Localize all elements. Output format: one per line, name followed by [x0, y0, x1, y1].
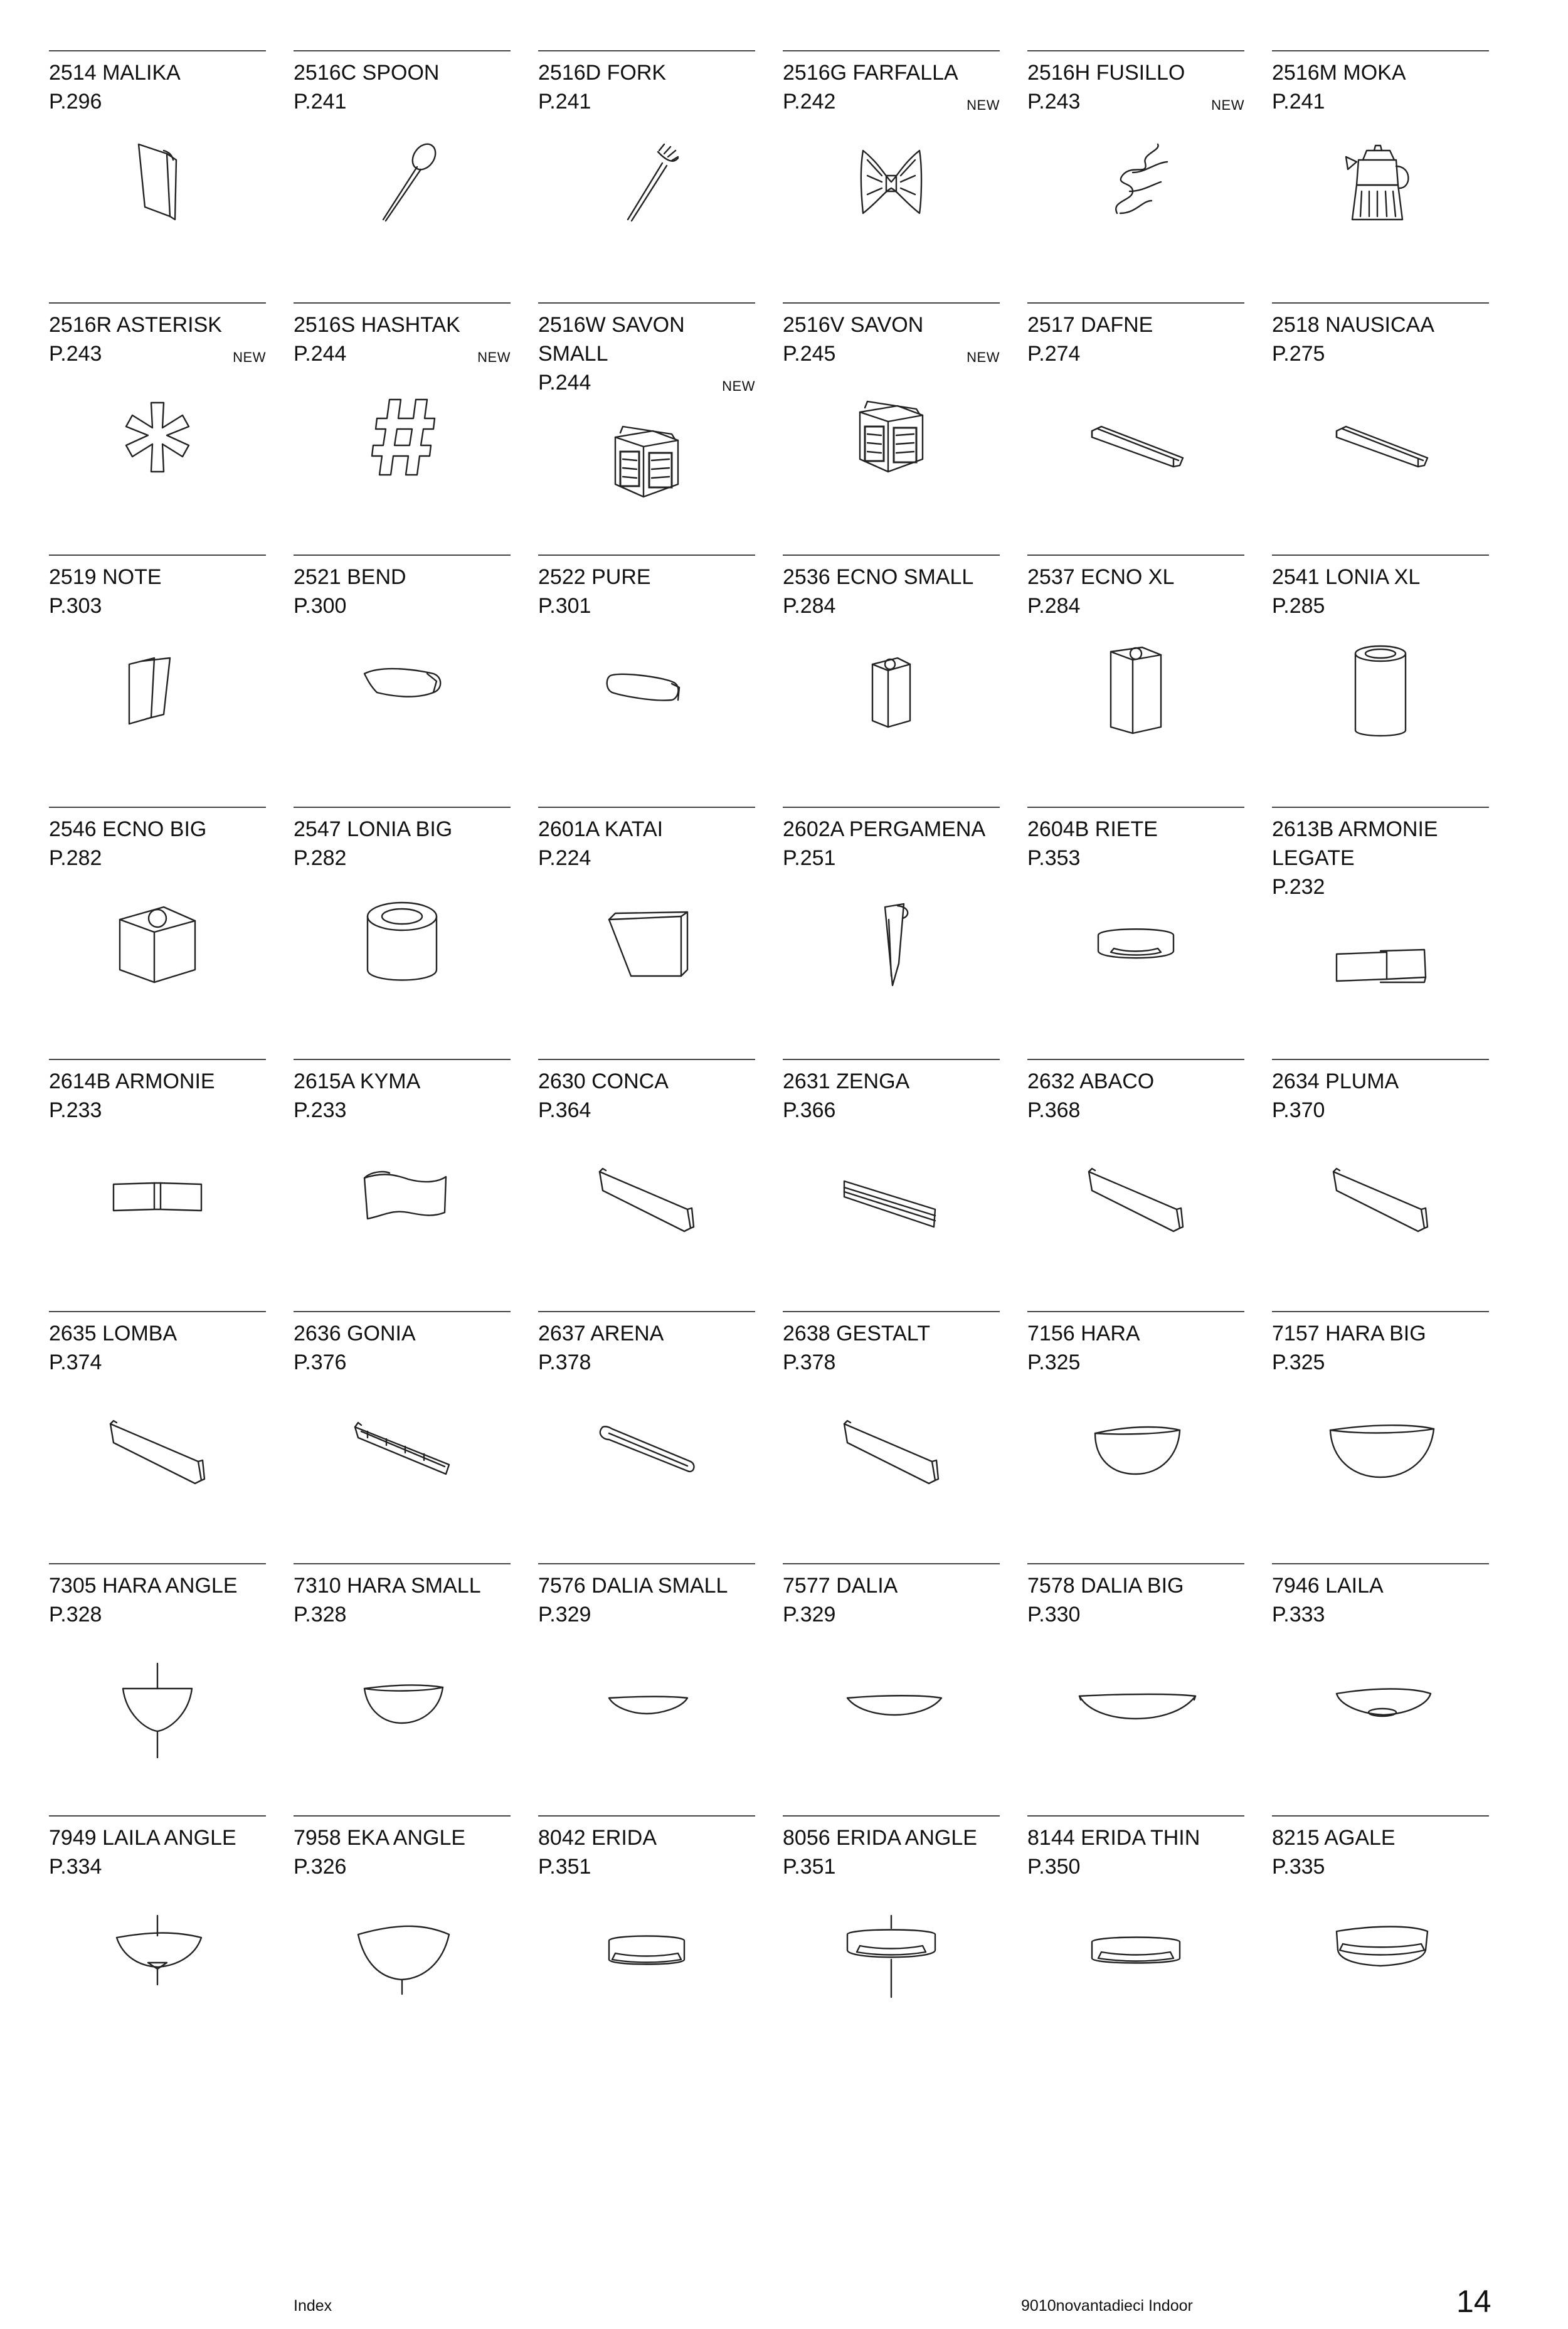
kyma-icon: [339, 1134, 465, 1260]
product-card: [538, 50, 755, 302]
card-divider: [1027, 1563, 1244, 1564]
product-name: 2546 ECNO BIG: [49, 817, 207, 841]
product-name: 7576 DALIA SMALL: [538, 1574, 728, 1598]
product-card: [1027, 50, 1244, 302]
product-card: [1272, 554, 1489, 807]
product-card: [1272, 1059, 1489, 1311]
card-divider: [538, 554, 755, 556]
product-card: [538, 1311, 755, 1563]
card-divider: [783, 554, 1000, 556]
card-divider: [294, 50, 511, 51]
hashtag-icon: [339, 378, 465, 503]
product-name: 2514 MALIKA: [49, 61, 181, 85]
product-name: 2521 BEND: [294, 565, 406, 589]
card-divider: [49, 1059, 266, 1060]
product-page-ref: P.282: [49, 846, 102, 870]
product-name: 2519 NOTE: [49, 565, 162, 589]
card-divider: [1272, 807, 1489, 808]
wall-bar-icon: [1318, 1134, 1443, 1260]
card-divider: [538, 1311, 755, 1312]
product-card: [49, 302, 266, 554]
product-name: 2547 LONIA BIG: [294, 817, 453, 841]
product-name: 2613B ARMONIE LEGATE: [1272, 817, 1438, 870]
product-name: 2541 LONIA XL: [1272, 565, 1421, 589]
product-name: 8056 ERIDA ANGLE: [783, 1826, 977, 1850]
card-divider: [294, 1059, 511, 1060]
card-divider: [538, 1563, 755, 1564]
card-divider: [49, 807, 266, 808]
product-page-ref: P.376: [294, 1350, 347, 1374]
product-page-ref: P.300: [294, 594, 347, 618]
product-page-ref: P.330: [1027, 1603, 1081, 1626]
product-card: [1027, 1059, 1244, 1311]
product-page-ref: P.224: [538, 846, 591, 870]
arena-icon: [584, 1386, 709, 1512]
product-card: [783, 1059, 1000, 1311]
product-card: [783, 302, 1000, 554]
product-page-ref: P.364: [538, 1098, 591, 1122]
product-name: 7949 LAILA ANGLE: [49, 1826, 236, 1850]
new-badge: NEW: [233, 349, 266, 365]
product-card: [294, 807, 511, 1059]
product-name: 2602A PERGAMENA: [783, 817, 986, 841]
product-page-ref: P.351: [538, 1855, 591, 1879]
dalia-small-icon: [584, 1638, 709, 1764]
card-divider: [294, 1815, 511, 1817]
pure-icon: [584, 630, 709, 755]
bowl-icon: [1073, 1386, 1199, 1512]
product-card: [294, 50, 511, 302]
product-card: [1027, 554, 1244, 807]
card-divider: [538, 50, 755, 51]
footer-brand: 9010novantadieci Indoor: [1021, 2297, 1193, 2315]
product-card: [294, 302, 511, 554]
product-name: 8042 ERIDA: [538, 1826, 657, 1850]
product-name: 2516G FARFALLA: [783, 61, 958, 85]
product-name: 2516M MOKA: [1272, 61, 1406, 85]
product-card: [783, 1311, 1000, 1563]
card-divider: [783, 1059, 1000, 1060]
wall-bar-icon: [1073, 1134, 1199, 1260]
card-divider: [49, 50, 266, 51]
product-name: 2516V SAVON: [783, 313, 924, 337]
wall-bar-icon: [829, 1386, 954, 1512]
product-card: [1272, 1815, 1489, 2067]
card-divider: [783, 1563, 1000, 1564]
product-page-ref: P.325: [1272, 1350, 1325, 1374]
product-card: [49, 554, 266, 807]
katai-icon: [584, 882, 709, 1007]
product-page-ref: P.378: [538, 1350, 591, 1374]
dalia-icon: [829, 1638, 954, 1764]
card-divider: [1027, 807, 1244, 808]
product-name: 2537 ECNO XL: [1027, 565, 1175, 589]
product-name: 2635 LOMBA: [49, 1322, 177, 1345]
product-card: [1027, 1563, 1244, 1815]
product-name: 7578 DALIA BIG: [1027, 1574, 1184, 1598]
laila-angle-icon: [95, 1891, 220, 2016]
product-card: [538, 807, 755, 1059]
product-page-ref: P.325: [1027, 1350, 1081, 1374]
product-page-ref: P.334: [49, 1855, 102, 1879]
product-page-ref: P.274: [1027, 342, 1081, 366]
card-divider: [1027, 554, 1244, 556]
erida-icon: [584, 1891, 709, 2016]
product-page-ref: P.285: [1272, 594, 1325, 618]
product-page-ref: P.284: [1027, 594, 1081, 618]
wall-bar-icon: [95, 1386, 220, 1512]
card-divider: [294, 302, 511, 304]
product-page-ref: P.242: [783, 90, 836, 114]
card-divider: [1272, 1815, 1489, 1817]
fork-icon: [584, 125, 709, 251]
product-page-ref: P.284: [783, 594, 836, 618]
card-divider: [538, 807, 755, 808]
product-page-ref: P.282: [294, 846, 347, 870]
product-name: 7157 HARA BIG: [1272, 1322, 1426, 1345]
product-page-ref: P.378: [783, 1350, 836, 1374]
wall-bar-icon: [584, 1134, 709, 1260]
erida-angle-icon: [829, 1891, 954, 2016]
card-divider: [783, 50, 1000, 51]
card-divider: [1272, 1563, 1489, 1564]
product-name: 7946 LAILA: [1272, 1574, 1384, 1598]
ecno-tall-icon: [1073, 630, 1199, 755]
savon-cube-icon: [584, 403, 709, 528]
bar-light-icon: [1073, 378, 1199, 503]
product-name: 7156 HARA: [1027, 1322, 1140, 1345]
product-card: [1272, 50, 1489, 302]
product-name: 2517 DAFNE: [1027, 313, 1153, 337]
product-name: 2632 ABACO: [1027, 1069, 1155, 1093]
card-divider: [1027, 1815, 1244, 1817]
product-card: [294, 554, 511, 807]
product-card: [49, 1815, 266, 2067]
product-card: [783, 554, 1000, 807]
product-name: 2516D FORK: [538, 61, 667, 85]
moka-icon: [1318, 125, 1443, 251]
product-card: [538, 1563, 755, 1815]
product-page-ref: P.275: [1272, 342, 1325, 366]
product-name: 7305 HARA ANGLE: [49, 1574, 238, 1598]
card-divider: [538, 302, 755, 304]
product-name: 2631 ZENGA: [783, 1069, 910, 1093]
laila-icon: [1318, 1638, 1443, 1764]
product-page-ref: P.368: [1027, 1098, 1081, 1122]
bowl-small-icon: [339, 1638, 465, 1764]
product-page-ref: P.333: [1272, 1603, 1325, 1626]
card-divider: [538, 1815, 755, 1817]
new-badge: NEW: [722, 378, 755, 394]
product-name: 2636 GONIA: [294, 1322, 416, 1345]
product-page-ref: P.353: [1027, 846, 1081, 870]
product-page-ref: P.366: [783, 1098, 836, 1122]
product-card: [294, 1059, 511, 1311]
product-page-ref: P.233: [294, 1098, 347, 1122]
product-card: [49, 1311, 266, 1563]
product-card: [783, 1563, 1000, 1815]
lonia-big-icon: [339, 882, 465, 1007]
product-name: 2516W SAVON SMALL: [538, 313, 685, 366]
product-name: 2522 PURE: [538, 565, 651, 589]
bend-icon: [339, 630, 465, 755]
product-card: [538, 302, 755, 554]
product-name: 2638 GESTALT: [783, 1322, 930, 1345]
product-page-ref: P.328: [49, 1603, 102, 1626]
product-card: [49, 50, 266, 302]
product-card: [1272, 302, 1489, 554]
card-divider: [1272, 50, 1489, 51]
new-badge: NEW: [967, 349, 1000, 365]
product-page-ref: P.245: [783, 342, 836, 366]
card-divider: [1027, 1059, 1244, 1060]
product-name: 2604B RIETE: [1027, 817, 1158, 841]
card-divider: [49, 302, 266, 304]
product-card: [538, 1815, 755, 2067]
card-divider: [49, 554, 266, 556]
product-name: 2601A KATAI: [538, 817, 664, 841]
page-number: 14: [1456, 2284, 1491, 2319]
card-divider: [1272, 1311, 1489, 1312]
product-page-ref: P.241: [294, 90, 347, 114]
product-name: 2516S HASHTAK: [294, 313, 460, 337]
product-card: [49, 807, 266, 1059]
product-name: 7577 DALIA: [783, 1574, 898, 1598]
product-page-ref: P.241: [1272, 90, 1325, 114]
product-card: [294, 1563, 511, 1815]
product-name: 2516C SPOON: [294, 61, 440, 85]
card-divider: [538, 1059, 755, 1060]
product-page-ref: P.243: [49, 342, 102, 366]
product-page-ref: P.350: [1027, 1855, 1081, 1879]
riete-icon: [1073, 882, 1199, 1007]
product-page-ref: P.351: [783, 1855, 836, 1879]
product-card: [538, 554, 755, 807]
product-page-ref: P.251: [783, 846, 836, 870]
product-page-ref: P.232: [1272, 875, 1325, 899]
dalia-big-icon: [1073, 1638, 1199, 1764]
new-badge: NEW: [477, 349, 511, 365]
product-page-ref: P.370: [1272, 1098, 1325, 1122]
product-page-ref: P.303: [49, 594, 102, 618]
card-divider: [1027, 50, 1244, 51]
spoon-icon: [339, 125, 465, 251]
product-name: 2637 ARENA: [538, 1322, 664, 1345]
card-divider: [49, 1563, 266, 1564]
card-divider: [294, 807, 511, 808]
card-divider: [783, 1311, 1000, 1312]
card-divider: [783, 302, 1000, 304]
card-divider: [1272, 554, 1489, 556]
fusillo-icon: [1073, 125, 1199, 251]
product-name: 2536 ECNO SMALL: [783, 565, 974, 589]
note-icon: [95, 630, 220, 755]
product-page-ref: P.243: [1027, 90, 1081, 114]
product-page-ref: P.233: [49, 1098, 102, 1122]
product-page-ref: P.301: [538, 594, 591, 618]
product-card: [783, 1815, 1000, 2067]
asterisk-icon: [95, 378, 220, 503]
product-page-ref: P.328: [294, 1603, 347, 1626]
product-card: [1027, 807, 1244, 1059]
angle-bowl-icon: [95, 1638, 220, 1764]
product-name: 2516H FUSILLO: [1027, 61, 1185, 85]
gonia-icon: [339, 1386, 465, 1512]
malika-icon: [95, 125, 220, 251]
footer-section-label: Index: [294, 2297, 332, 2315]
product-page-ref: P.374: [49, 1350, 102, 1374]
agale-icon: [1318, 1891, 1443, 2016]
product-card: [538, 1059, 755, 1311]
bowl-big-icon: [1318, 1386, 1443, 1512]
product-card: [294, 1311, 511, 1563]
product-name: 2518 NAUSICAA: [1272, 313, 1434, 337]
product-card: [1027, 1311, 1244, 1563]
product-name: 2630 CONCA: [538, 1069, 669, 1093]
card-divider: [1027, 302, 1244, 304]
product-card: [1272, 1311, 1489, 1563]
card-divider: [1272, 302, 1489, 304]
product-card: [1027, 302, 1244, 554]
card-divider: [783, 1815, 1000, 1817]
product-page-ref: P.335: [1272, 1855, 1325, 1879]
product-page-ref: P.296: [49, 90, 102, 114]
product-page-ref: P.326: [294, 1855, 347, 1879]
product-card: [49, 1059, 266, 1311]
eka-angle-icon: [339, 1891, 465, 2016]
card-divider: [49, 1311, 266, 1312]
product-page-ref: P.244: [538, 371, 591, 395]
new-badge: NEW: [967, 97, 1000, 113]
pergamena-icon: [829, 882, 954, 1007]
product-name: 2634 PLUMA: [1272, 1069, 1399, 1093]
card-divider: [49, 1815, 266, 1817]
new-badge: NEW: [1211, 97, 1244, 113]
product-card: [783, 50, 1000, 302]
product-page-ref: P.329: [538, 1603, 591, 1626]
card-divider: [1027, 1311, 1244, 1312]
card-divider: [783, 807, 1000, 808]
zenga-icon: [829, 1134, 954, 1260]
savon-cube-icon: [829, 378, 954, 503]
product-page-ref: P.241: [538, 90, 591, 114]
armonie-icon: [95, 1134, 220, 1260]
lonia-tall-icon: [1318, 630, 1443, 755]
ecno-cube-icon: [95, 882, 220, 1007]
product-name: 7310 HARA SMALL: [294, 1574, 481, 1598]
product-page-ref: P.244: [294, 342, 347, 366]
product-name: 8144 ERIDA THIN: [1027, 1826, 1200, 1850]
farfalla-icon: [829, 125, 954, 251]
product-name: 2615A KYMA: [294, 1069, 421, 1093]
armonie-legate-icon: [1318, 907, 1443, 1032]
product-name: 2516R ASTERISK: [49, 313, 222, 337]
product-card: [1027, 1815, 1244, 2067]
product-card: [783, 807, 1000, 1059]
erida-thin-icon: [1073, 1891, 1199, 2016]
bar-light-icon: [1318, 378, 1443, 503]
product-card: [1272, 1563, 1489, 1815]
product-name: 7958 EKA ANGLE: [294, 1826, 466, 1850]
card-divider: [294, 1563, 511, 1564]
card-divider: [294, 1311, 511, 1312]
product-name: 8215 AGALE: [1272, 1826, 1396, 1850]
ecno-box-icon: [829, 630, 954, 755]
product-card: [294, 1815, 511, 2067]
card-divider: [1272, 1059, 1489, 1060]
product-name: 2614B ARMONIE: [49, 1069, 215, 1093]
card-divider: [294, 554, 511, 556]
product-card: [49, 1563, 266, 1815]
product-card: [1272, 807, 1489, 1059]
product-page-ref: P.329: [783, 1603, 836, 1626]
